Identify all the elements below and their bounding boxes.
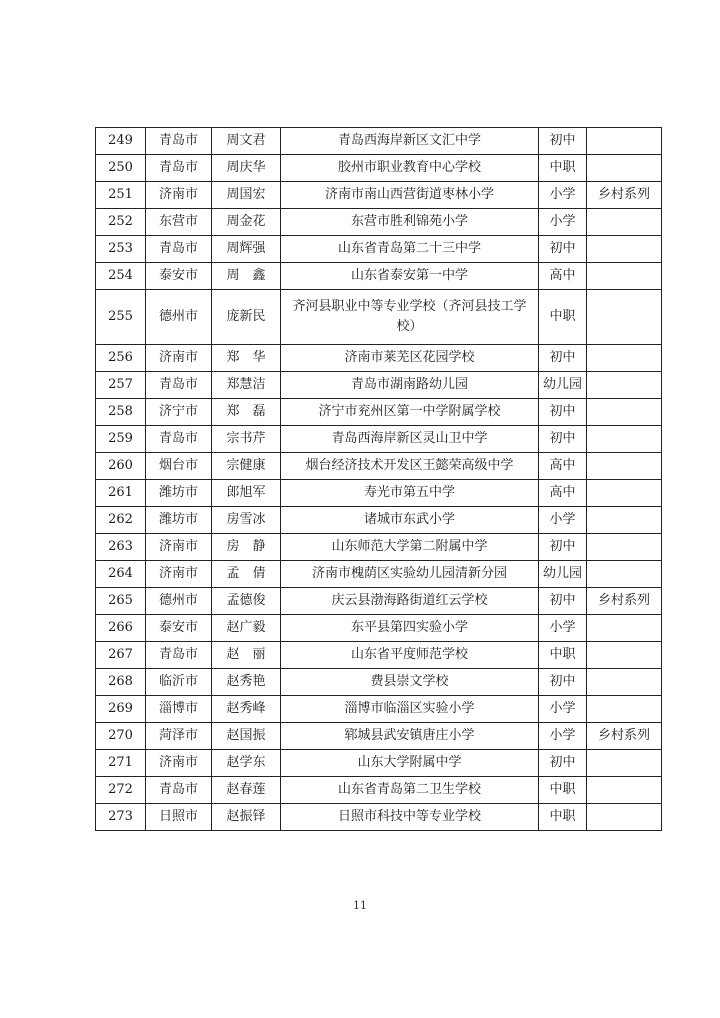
level-cell: 初中 [539, 399, 587, 426]
table-row [96, 615, 662, 642]
level-cell: 中职 [539, 290, 587, 345]
table-row [96, 155, 662, 182]
table-row [96, 263, 662, 290]
school-cell: 济南市莱芜区花园学校 [281, 345, 539, 372]
note-cell [587, 128, 662, 155]
school-cell: 淄博市临淄区实验小学 [281, 696, 539, 723]
teacher-name-cell: 周辉强 [212, 236, 281, 263]
city-cell: 青岛市 [146, 777, 212, 804]
table-row [96, 561, 662, 588]
level-cell: 小学 [539, 696, 587, 723]
table-body [96, 128, 662, 831]
row-number-cell: 254 [96, 263, 146, 290]
table-row [96, 534, 662, 561]
city-cell: 青岛市 [146, 128, 212, 155]
note-cell [587, 615, 662, 642]
table-row [96, 642, 662, 669]
note-cell [587, 290, 662, 345]
row-number-cell: 251 [96, 182, 146, 209]
level-cell: 初中 [539, 750, 587, 777]
row-number-cell: 260 [96, 453, 146, 480]
note-cell: 乡村系列 [587, 182, 662, 209]
teacher-name-cell: 周国宏 [212, 182, 281, 209]
city-cell: 菏泽市 [146, 723, 212, 750]
row-number-cell: 273 [96, 804, 146, 831]
row-number-cell: 255 [96, 290, 146, 345]
table-row [96, 236, 662, 263]
note-cell [587, 372, 662, 399]
page-number: 11 [353, 899, 367, 912]
city-cell: 日照市 [146, 804, 212, 831]
note-cell [587, 263, 662, 290]
level-cell: 高中 [539, 263, 587, 290]
teacher-name-cell: 周金花 [212, 209, 281, 236]
row-number-cell: 253 [96, 236, 146, 263]
level-cell: 中职 [539, 777, 587, 804]
note-cell [587, 345, 662, 372]
note-cell [587, 696, 662, 723]
teacher-name-cell: 赵振铎 [212, 804, 281, 831]
level-cell: 幼儿园 [539, 372, 587, 399]
teacher-name-cell: 房雪冰 [212, 507, 281, 534]
teacher-name-cell: 宗书芹 [212, 426, 281, 453]
row-number-cell: 257 [96, 372, 146, 399]
school-cell: 山东师范大学第二附属中学 [281, 534, 539, 561]
table-row [96, 209, 662, 236]
teacher-name-cell: 宗健康 [212, 453, 281, 480]
row-number-cell: 264 [96, 561, 146, 588]
row-number-cell: 268 [96, 669, 146, 696]
row-number-cell: 261 [96, 480, 146, 507]
note-cell [587, 750, 662, 777]
row-number-cell: 259 [96, 426, 146, 453]
school-cell: 青岛西海岸新区灵山卫中学 [281, 426, 539, 453]
row-number-cell: 272 [96, 777, 146, 804]
teacher-name-cell: 赵学东 [212, 750, 281, 777]
note-cell [587, 236, 662, 263]
school-cell: 烟台经济技术开发区王懿荣高级中学 [281, 453, 539, 480]
school-cell: 青岛市湖南路幼儿园 [281, 372, 539, 399]
city-cell: 临沂市 [146, 669, 212, 696]
teacher-name-cell: 庞新民 [212, 290, 281, 345]
level-cell: 小学 [539, 615, 587, 642]
teacher-name-cell: 郎旭军 [212, 480, 281, 507]
table-row [96, 750, 662, 777]
level-cell: 高中 [539, 480, 587, 507]
level-cell: 小学 [539, 723, 587, 750]
city-cell: 东营市 [146, 209, 212, 236]
table-row [96, 480, 662, 507]
note-cell [587, 453, 662, 480]
note-cell [587, 561, 662, 588]
row-number-cell: 250 [96, 155, 146, 182]
city-cell: 济宁市 [146, 399, 212, 426]
table-row [96, 804, 662, 831]
city-cell: 济南市 [146, 534, 212, 561]
table-row [96, 182, 662, 209]
teacher-name-cell: 赵国振 [212, 723, 281, 750]
level-cell: 初中 [539, 588, 587, 615]
teacher-name-cell: 周 鑫 [212, 263, 281, 290]
note-cell [587, 804, 662, 831]
table-row [96, 426, 662, 453]
city-cell: 济南市 [146, 345, 212, 372]
city-cell: 泰安市 [146, 615, 212, 642]
school-cell: 寿光市第五中学 [281, 480, 539, 507]
note-cell [587, 426, 662, 453]
note-cell [587, 534, 662, 561]
note-cell: 乡村系列 [587, 588, 662, 615]
row-number-cell: 258 [96, 399, 146, 426]
city-cell: 潍坊市 [146, 480, 212, 507]
row-number-cell: 267 [96, 642, 146, 669]
row-number-cell: 262 [96, 507, 146, 534]
city-cell: 泰安市 [146, 263, 212, 290]
school-cell: 山东大学附属中学 [281, 750, 539, 777]
school-cell: 青岛西海岸新区文汇中学 [281, 128, 539, 155]
note-cell [587, 669, 662, 696]
teacher-name-cell: 郑慧洁 [212, 372, 281, 399]
school-cell: 济南市南山西营街道枣林小学 [281, 182, 539, 209]
level-cell: 初中 [539, 669, 587, 696]
row-number-cell: 271 [96, 750, 146, 777]
teacher-name-cell: 赵广毅 [212, 615, 281, 642]
teacher-name-cell: 赵秀峰 [212, 696, 281, 723]
school-cell: 东营市胜利锦苑小学 [281, 209, 539, 236]
row-number-cell: 256 [96, 345, 146, 372]
note-cell [587, 507, 662, 534]
teacher-name-cell: 郑 磊 [212, 399, 281, 426]
level-cell: 初中 [539, 236, 587, 263]
teacher-name-cell: 赵春莲 [212, 777, 281, 804]
school-cell: 诸城市东武小学 [281, 507, 539, 534]
school-cell: 东平县第四实验小学 [281, 615, 539, 642]
city-cell: 青岛市 [146, 155, 212, 182]
city-cell: 济南市 [146, 561, 212, 588]
level-cell: 初中 [539, 426, 587, 453]
level-cell: 初中 [539, 128, 587, 155]
level-cell: 小学 [539, 507, 587, 534]
school-cell: 山东省平度师范学校 [281, 642, 539, 669]
row-number-cell: 252 [96, 209, 146, 236]
city-cell: 济南市 [146, 182, 212, 209]
table-row [96, 128, 662, 155]
school-cell: 庆云县渤海路街道红云学校 [281, 588, 539, 615]
city-cell: 青岛市 [146, 642, 212, 669]
city-cell: 德州市 [146, 290, 212, 345]
note-cell [587, 480, 662, 507]
note-cell [587, 642, 662, 669]
note-cell [587, 209, 662, 236]
table-row [96, 345, 662, 372]
row-number-cell: 270 [96, 723, 146, 750]
level-cell: 高中 [539, 453, 587, 480]
table-row [96, 399, 662, 426]
table-row [96, 453, 662, 480]
level-cell: 中职 [539, 642, 587, 669]
row-number-cell: 249 [96, 128, 146, 155]
school-cell: 费县崇文学校 [281, 669, 539, 696]
table-row [96, 507, 662, 534]
city-cell: 淄博市 [146, 696, 212, 723]
table-row [96, 669, 662, 696]
school-cell: 日照市科技中等专业学校 [281, 804, 539, 831]
level-cell: 初中 [539, 534, 587, 561]
table-row [96, 777, 662, 804]
school-cell: 济南市槐荫区实验幼儿园清新分园 [281, 561, 539, 588]
school-cell: 胶州市职业教育中心学校 [281, 155, 539, 182]
table-row [96, 588, 662, 615]
note-cell [587, 777, 662, 804]
city-cell: 济南市 [146, 750, 212, 777]
table-row [96, 372, 662, 399]
school-cell: 山东省青岛第二十三中学 [281, 236, 539, 263]
teacher-name-cell: 孟 倩 [212, 561, 281, 588]
city-cell: 青岛市 [146, 236, 212, 263]
city-cell: 潍坊市 [146, 507, 212, 534]
table-row [96, 696, 662, 723]
table-row [96, 290, 662, 345]
city-cell: 青岛市 [146, 372, 212, 399]
school-cell: 齐河县职业中等专业学校（齐河县技工学校） [281, 290, 539, 345]
row-number-cell: 266 [96, 615, 146, 642]
school-cell: 山东省泰安第一中学 [281, 263, 539, 290]
city-cell: 青岛市 [146, 426, 212, 453]
row-number-cell: 269 [96, 696, 146, 723]
level-cell: 中职 [539, 804, 587, 831]
level-cell: 中职 [539, 155, 587, 182]
teacher-name-cell: 周庆华 [212, 155, 281, 182]
school-cell: 山东省青岛第二卫生学校 [281, 777, 539, 804]
city-cell: 德州市 [146, 588, 212, 615]
level-cell: 小学 [539, 182, 587, 209]
school-cell: 郓城县武安镇唐庄小学 [281, 723, 539, 750]
row-number-cell: 265 [96, 588, 146, 615]
teacher-name-cell: 郑 华 [212, 345, 281, 372]
teacher-name-cell: 赵秀艳 [212, 669, 281, 696]
table-row [96, 723, 662, 750]
note-cell [587, 399, 662, 426]
teacher-name-cell: 赵 丽 [212, 642, 281, 669]
teacher-name-cell: 周文君 [212, 128, 281, 155]
level-cell: 初中 [539, 345, 587, 372]
school-cell: 济宁市兖州区第一中学附属学校 [281, 399, 539, 426]
teacher-name-cell: 孟德俊 [212, 588, 281, 615]
note-cell [587, 155, 662, 182]
level-cell: 幼儿园 [539, 561, 587, 588]
level-cell: 小学 [539, 209, 587, 236]
city-cell: 烟台市 [146, 453, 212, 480]
note-cell: 乡村系列 [587, 723, 662, 750]
teacher-list-table [95, 127, 662, 831]
row-number-cell: 263 [96, 534, 146, 561]
teacher-name-cell: 房 静 [212, 534, 281, 561]
